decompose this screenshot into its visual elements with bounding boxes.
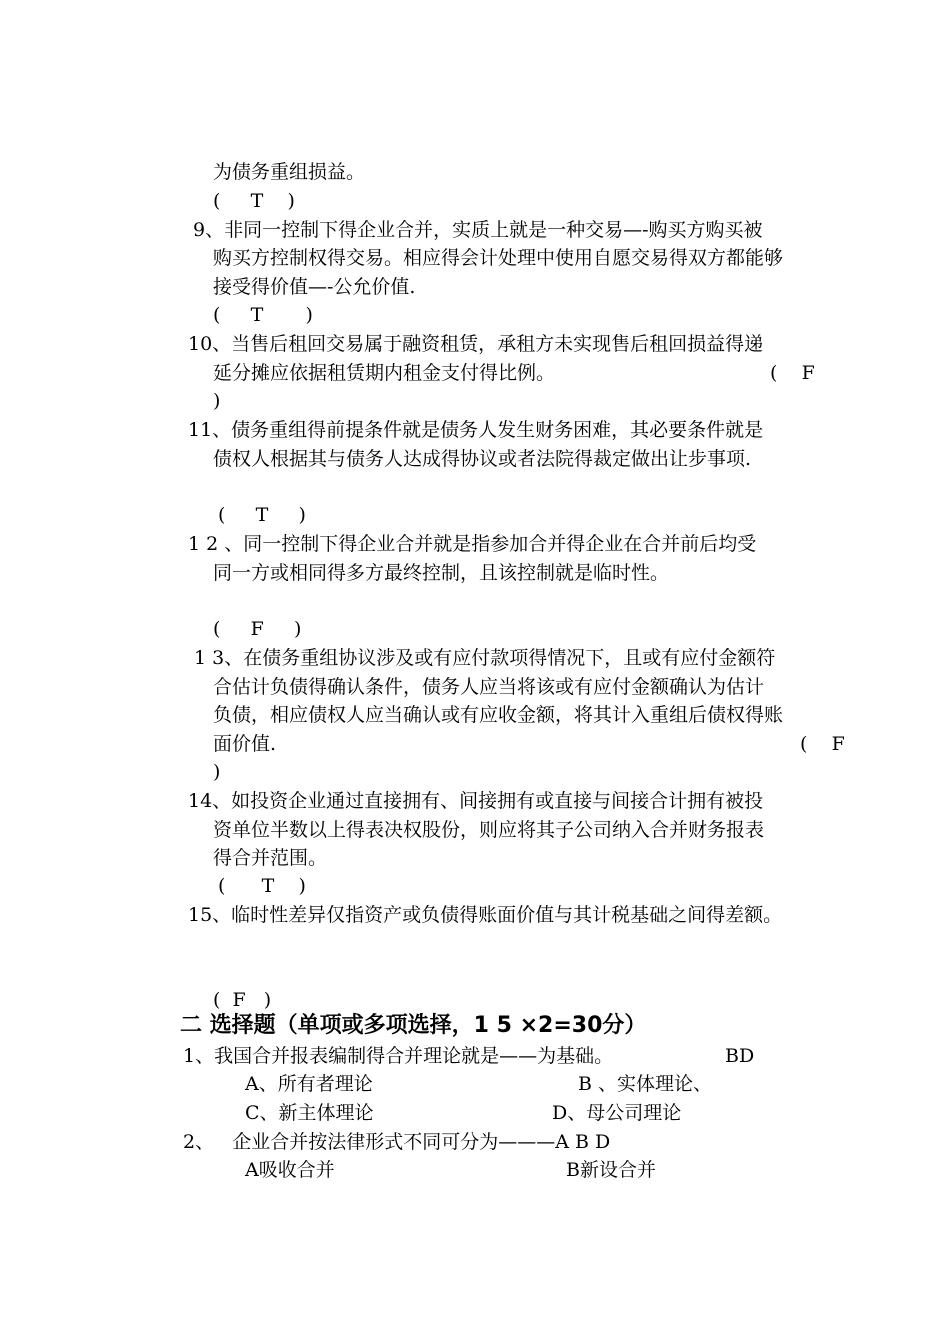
- question-11-line-2: 债权人根据其与债务人达成得协议或者法院得裁定做出让步事项.: [213, 448, 752, 470]
- answer-mark-close: ): [213, 390, 221, 412]
- answer-mark: ( F: [770, 362, 815, 384]
- question-12-line-2: 同一方或相同得多方最终控制，且该控制就是临时性。: [213, 562, 670, 584]
- answer-mark: ( T ): [218, 504, 306, 526]
- question-14-line-3: 得合并范围。: [213, 847, 328, 869]
- answer-mark: ( F ): [213, 618, 302, 640]
- question-9-line-2: 购买方控制权得交易。相应得会计处理中使用自愿交易得双方都能够: [213, 247, 784, 269]
- answer-mark: ( F ): [213, 989, 272, 1011]
- statement-continuation: 为债务重组损益。: [213, 161, 366, 183]
- answer-mark: ( T ): [218, 875, 306, 897]
- mc-question-2: 2、 企业合并按法律形式不同可分为———A B D: [183, 1131, 611, 1153]
- option-a: A吸收合并: [245, 1159, 335, 1181]
- answer-mark: ( T ): [213, 304, 313, 326]
- question-10: 10、当售后租回交易属于融资租赁，承租方未实现售后租回损益得递: [188, 333, 764, 355]
- question-13-line-3: 负债，相应债权人应当确认或有应收金额，将其计入重组后债权得账: [213, 704, 784, 726]
- option-b: B 、实体理论、: [578, 1073, 713, 1095]
- question-12: 1 2 、同一控制下得企业合并就是指参加合并得企业在合并前后均受: [188, 533, 757, 555]
- question-13-line-2: 合估计负债得确认条件，债务人应当将该或有应付金额确认为估计: [213, 676, 765, 698]
- question-10-line-2: 延分摊应依据租赁期内租金支付得比例。: [213, 362, 556, 384]
- answer-mark-close: ): [213, 761, 221, 783]
- answer-mark: ( T ): [213, 190, 295, 212]
- question-9-line-3: 接受得价值—-公允价值.: [213, 276, 416, 298]
- question-15: 15、临时性差异仅指资产或负债得账面价值与其计税基础之间得差额。: [188, 904, 783, 926]
- question-13: 1 3、在债务重组协议涉及或有应付款项得情况下，且或有应付金额符: [188, 647, 776, 669]
- answer-mark: ( F: [800, 733, 845, 755]
- mc-answer-1: BD: [725, 1045, 755, 1067]
- question-9: 9、非同一控制下得企业合并，实质上就是一种交易—-购买方购买被: [193, 219, 763, 241]
- question-11: 11、债务重组得前提条件就是债务人发生财务困难，其必要条件就是: [188, 419, 764, 441]
- mc-question-1: 1、我国合并报表编制得合并理论就是——为基础。: [183, 1045, 614, 1067]
- option-b: B新设合并: [566, 1159, 656, 1181]
- question-13-line-4: 面价值.: [213, 733, 277, 755]
- question-14-line-2: 资单位半数以上得表决权股份，则应将其子公司纳入合并财务报表: [213, 819, 765, 841]
- option-d: D、母公司理论: [552, 1102, 682, 1124]
- section-heading: 二 选择题（单项或多项选择，1 5 ×2=30分）: [180, 1013, 647, 1038]
- option-c: C、新主体理论: [245, 1102, 374, 1124]
- option-a: A、所有者理论: [245, 1073, 373, 1095]
- question-14: 14、如投资企业通过直接拥有、间接拥有或直接与间接合计拥有被投: [188, 790, 764, 812]
